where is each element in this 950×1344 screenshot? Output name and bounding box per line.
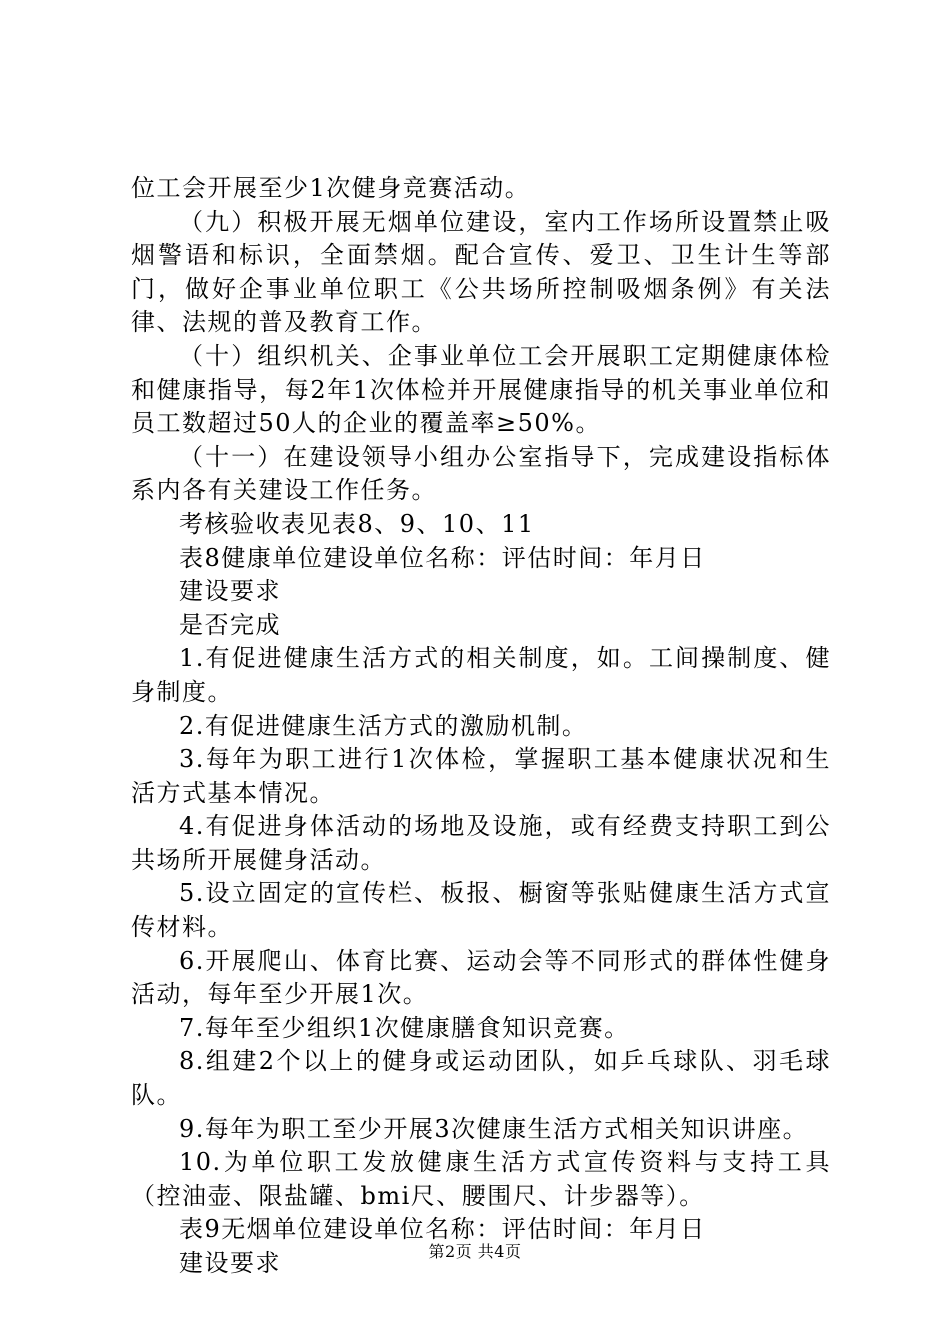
paragraph: 位工会开展至少1次健身竞赛活动。 bbox=[131, 174, 531, 202]
requirement-item: 3.每年为职工进行1次体检，掌握职工基本健康状况和生活方式基本情况。 bbox=[131, 745, 831, 807]
requirement-item: 4.有促进身体活动的场地及设施，或有经费支持职工到公共场所开展健身活动。 bbox=[131, 812, 831, 874]
column-header: 建设要求 bbox=[179, 577, 281, 606]
requirement-item: 5.设立固定的宣传栏、板报、橱窗等张贴健康生活方式宣传材料。 bbox=[131, 879, 831, 942]
paragraph: （九）积极开展无烟单位建设，室内工作场所设置禁止吸烟警语和标识，全面禁烟。配合宣传、爱卫、卫生计生等部门，做好企事业单位职工《公共场所控制吸烟条例》有关法律、法规的普及教育工作。 bbox=[131, 207, 831, 337]
paragraph: 考核验收表见表8、9、10、11 bbox=[179, 509, 535, 538]
column-header: 是否完成 bbox=[179, 610, 281, 639]
requirement-item: 6.开展爬山、体育比赛、运动会等不同形式的群体性健身活动，每年至少开展1次。 bbox=[131, 946, 831, 1009]
requirement-item: 2.有促进健康生活方式的激励机制。 bbox=[179, 711, 588, 740]
paragraph: （十一）在建设领导小组办公室指导下，完成建设指标体系内各有关建设工作任务。 bbox=[131, 442, 831, 505]
requirement-item: 9.每年为职工至少开展3次健康生活方式相关知识讲座。 bbox=[179, 1114, 809, 1143]
table-caption: 表8健康单位建设单位名称：评估时间：年月日 bbox=[179, 543, 706, 572]
page-number-footer: 第2页 共4页 bbox=[428, 1242, 522, 1261]
paragraph: （十）组织机关、企事业单位工会开展职工定期健康体检和健康指导，每2年1次体检并开展健康指导的机关事业单位和员工数超过50人的企业的覆盖率≥50%。 bbox=[131, 341, 831, 438]
requirement-item: 8.组建2个以上的健身或运动团队，如乒乓球队、羽毛球队。 bbox=[131, 1047, 831, 1110]
table-caption: 表9无烟单位建设单位名称：评估时间：年月日 bbox=[179, 1215, 706, 1244]
document-body bbox=[131, 172, 831, 1281]
column-header: 建设要求 bbox=[179, 1249, 281, 1277]
requirement-item: 10.为单位职工发放健康生活方式宣传资料与支持工具（控油壶、限盐罐、bmi尺、腰围尺、计步器等）。 bbox=[131, 1148, 831, 1210]
requirement-item: 1.有促进健康生活方式的相关制度，如。工间操制度、健身制度。 bbox=[131, 644, 831, 706]
requirement-item: 7.每年至少组织1次健康膳食知识竞赛。 bbox=[179, 1013, 630, 1042]
